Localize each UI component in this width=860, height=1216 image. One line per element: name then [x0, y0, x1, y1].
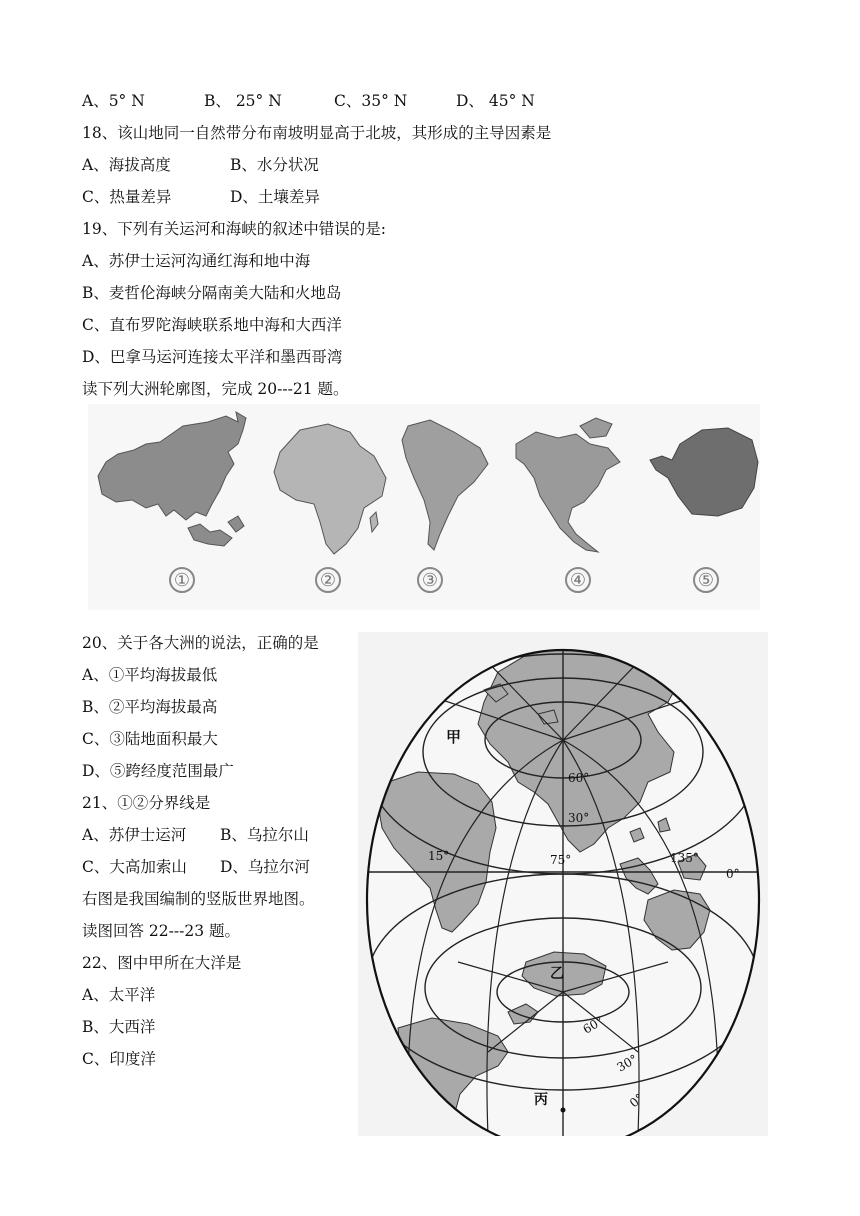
q18-option-c: C、热量差异 [82, 188, 172, 206]
continent-label-1 [170, 568, 194, 592]
q17-option-d: D、 45° N [456, 92, 535, 110]
map-point [561, 1108, 566, 1113]
q19-option-a: A、苏伊士运河沟通红海和地中海 [82, 252, 311, 270]
q17-option-a: A、5° N [82, 92, 145, 110]
vertical-world-map [358, 632, 768, 1136]
map-label-lon15: 15° [428, 849, 450, 863]
continent-africa [274, 424, 386, 554]
q21-options-row1 [82, 824, 309, 846]
intro-22-23-line2: 读图回答 22---23 题。 [82, 922, 241, 940]
q18-option-b: B、水分状况 [230, 156, 319, 174]
q20-option-d: D、⑤跨经度范围最广 [82, 762, 234, 780]
q20-option-b: B、②平均海拔最高 [82, 698, 218, 716]
continent-antarctica [650, 428, 758, 516]
continent-outlines-figure [88, 404, 760, 610]
greenland [580, 418, 612, 438]
q22-stem: 22、图中甲所在大洋是 [82, 954, 242, 972]
intro-22-23-line1: 右图是我国编制的竖版世界地图。 [82, 890, 315, 908]
map-label-lat30n: 30° [568, 811, 590, 825]
map-label-jia: 甲 [446, 728, 462, 746]
continent-label-2 [316, 568, 340, 592]
continent-label-5 [694, 568, 718, 592]
continent-north-america [516, 432, 620, 552]
svg-text:③: ③ [421, 570, 439, 591]
q21-option-a: A、苏伊士运河 [82, 826, 187, 844]
continent-south-america [402, 420, 488, 550]
svg-text:④: ④ [569, 570, 587, 591]
intro-20-21: 读下列大洲轮廓图，完成 20---21 题。 [82, 380, 349, 398]
q19-option-d: D、巴拿马运河连接太平洋和墨西哥湾 [82, 348, 343, 366]
q20-stem: 20、关于各大洲的说法，正确的是 [82, 634, 319, 652]
map-label-yi: 乙 [550, 966, 564, 982]
q19-option-c: C、直布罗陀海峡联系地中海和大西洋 [82, 316, 342, 334]
q17-option-b: B、 25° N [204, 92, 282, 110]
continent-label-4 [566, 568, 590, 592]
q20-option-c: C、③陆地面积最大 [82, 730, 218, 748]
q22-option-b: B、大西洋 [82, 1018, 156, 1036]
continent-label-3 [418, 568, 442, 592]
q20-option-a: A、①平均海拔最低 [82, 666, 218, 684]
q18-options-row1 [82, 154, 319, 176]
continent-asia [98, 412, 246, 520]
map-label-lat30s: 30° [614, 1051, 640, 1075]
svg-text:②: ② [319, 570, 337, 591]
q22-option-c: C、印度洋 [82, 1050, 156, 1068]
map-label-lat0s: 0° [626, 1090, 647, 1111]
q18-options-row2 [82, 186, 320, 208]
q19-stem: 19、下列有关运河和海峡的叙述中错误的是: [82, 220, 386, 238]
q21-option-b: B、乌拉尔山 [220, 826, 309, 844]
q21-option-c: C、大高加索山 [82, 858, 187, 876]
map-label-lat60s: 60° [580, 1013, 606, 1037]
svg-text:①: ① [173, 570, 191, 591]
q22-option-a: A、太平洋 [82, 986, 156, 1004]
map-label-lon0: 0° [726, 867, 740, 881]
q17-option-c: C、35° N [334, 92, 408, 110]
madagascar [370, 512, 378, 532]
q18-stem: 18、该山地同一自然带分布南坡明显高于北坡，其形成的主导因素是 [82, 124, 552, 142]
q18-option-a: A、海拔高度 [82, 156, 171, 174]
svg-text:⑤: ⑤ [697, 570, 715, 591]
map-label-bing: 丙 [534, 1092, 548, 1108]
q21-options-row2 [82, 856, 310, 878]
map-label-lat60n: 60° [568, 771, 590, 785]
q18-option-d: D、土壤差异 [230, 188, 320, 206]
q21-option-d: D、乌拉尔河 [220, 858, 310, 876]
q19-option-b: B、麦哲伦海峡分隔南美大陆和火地岛 [82, 284, 342, 302]
map-label-lon75: 75° [550, 853, 572, 867]
map-label-lon135: 135° [670, 851, 699, 865]
asia-islands [188, 516, 244, 546]
q21-stem: 21、①②分界线是 [82, 794, 211, 812]
q17-options [82, 90, 535, 112]
